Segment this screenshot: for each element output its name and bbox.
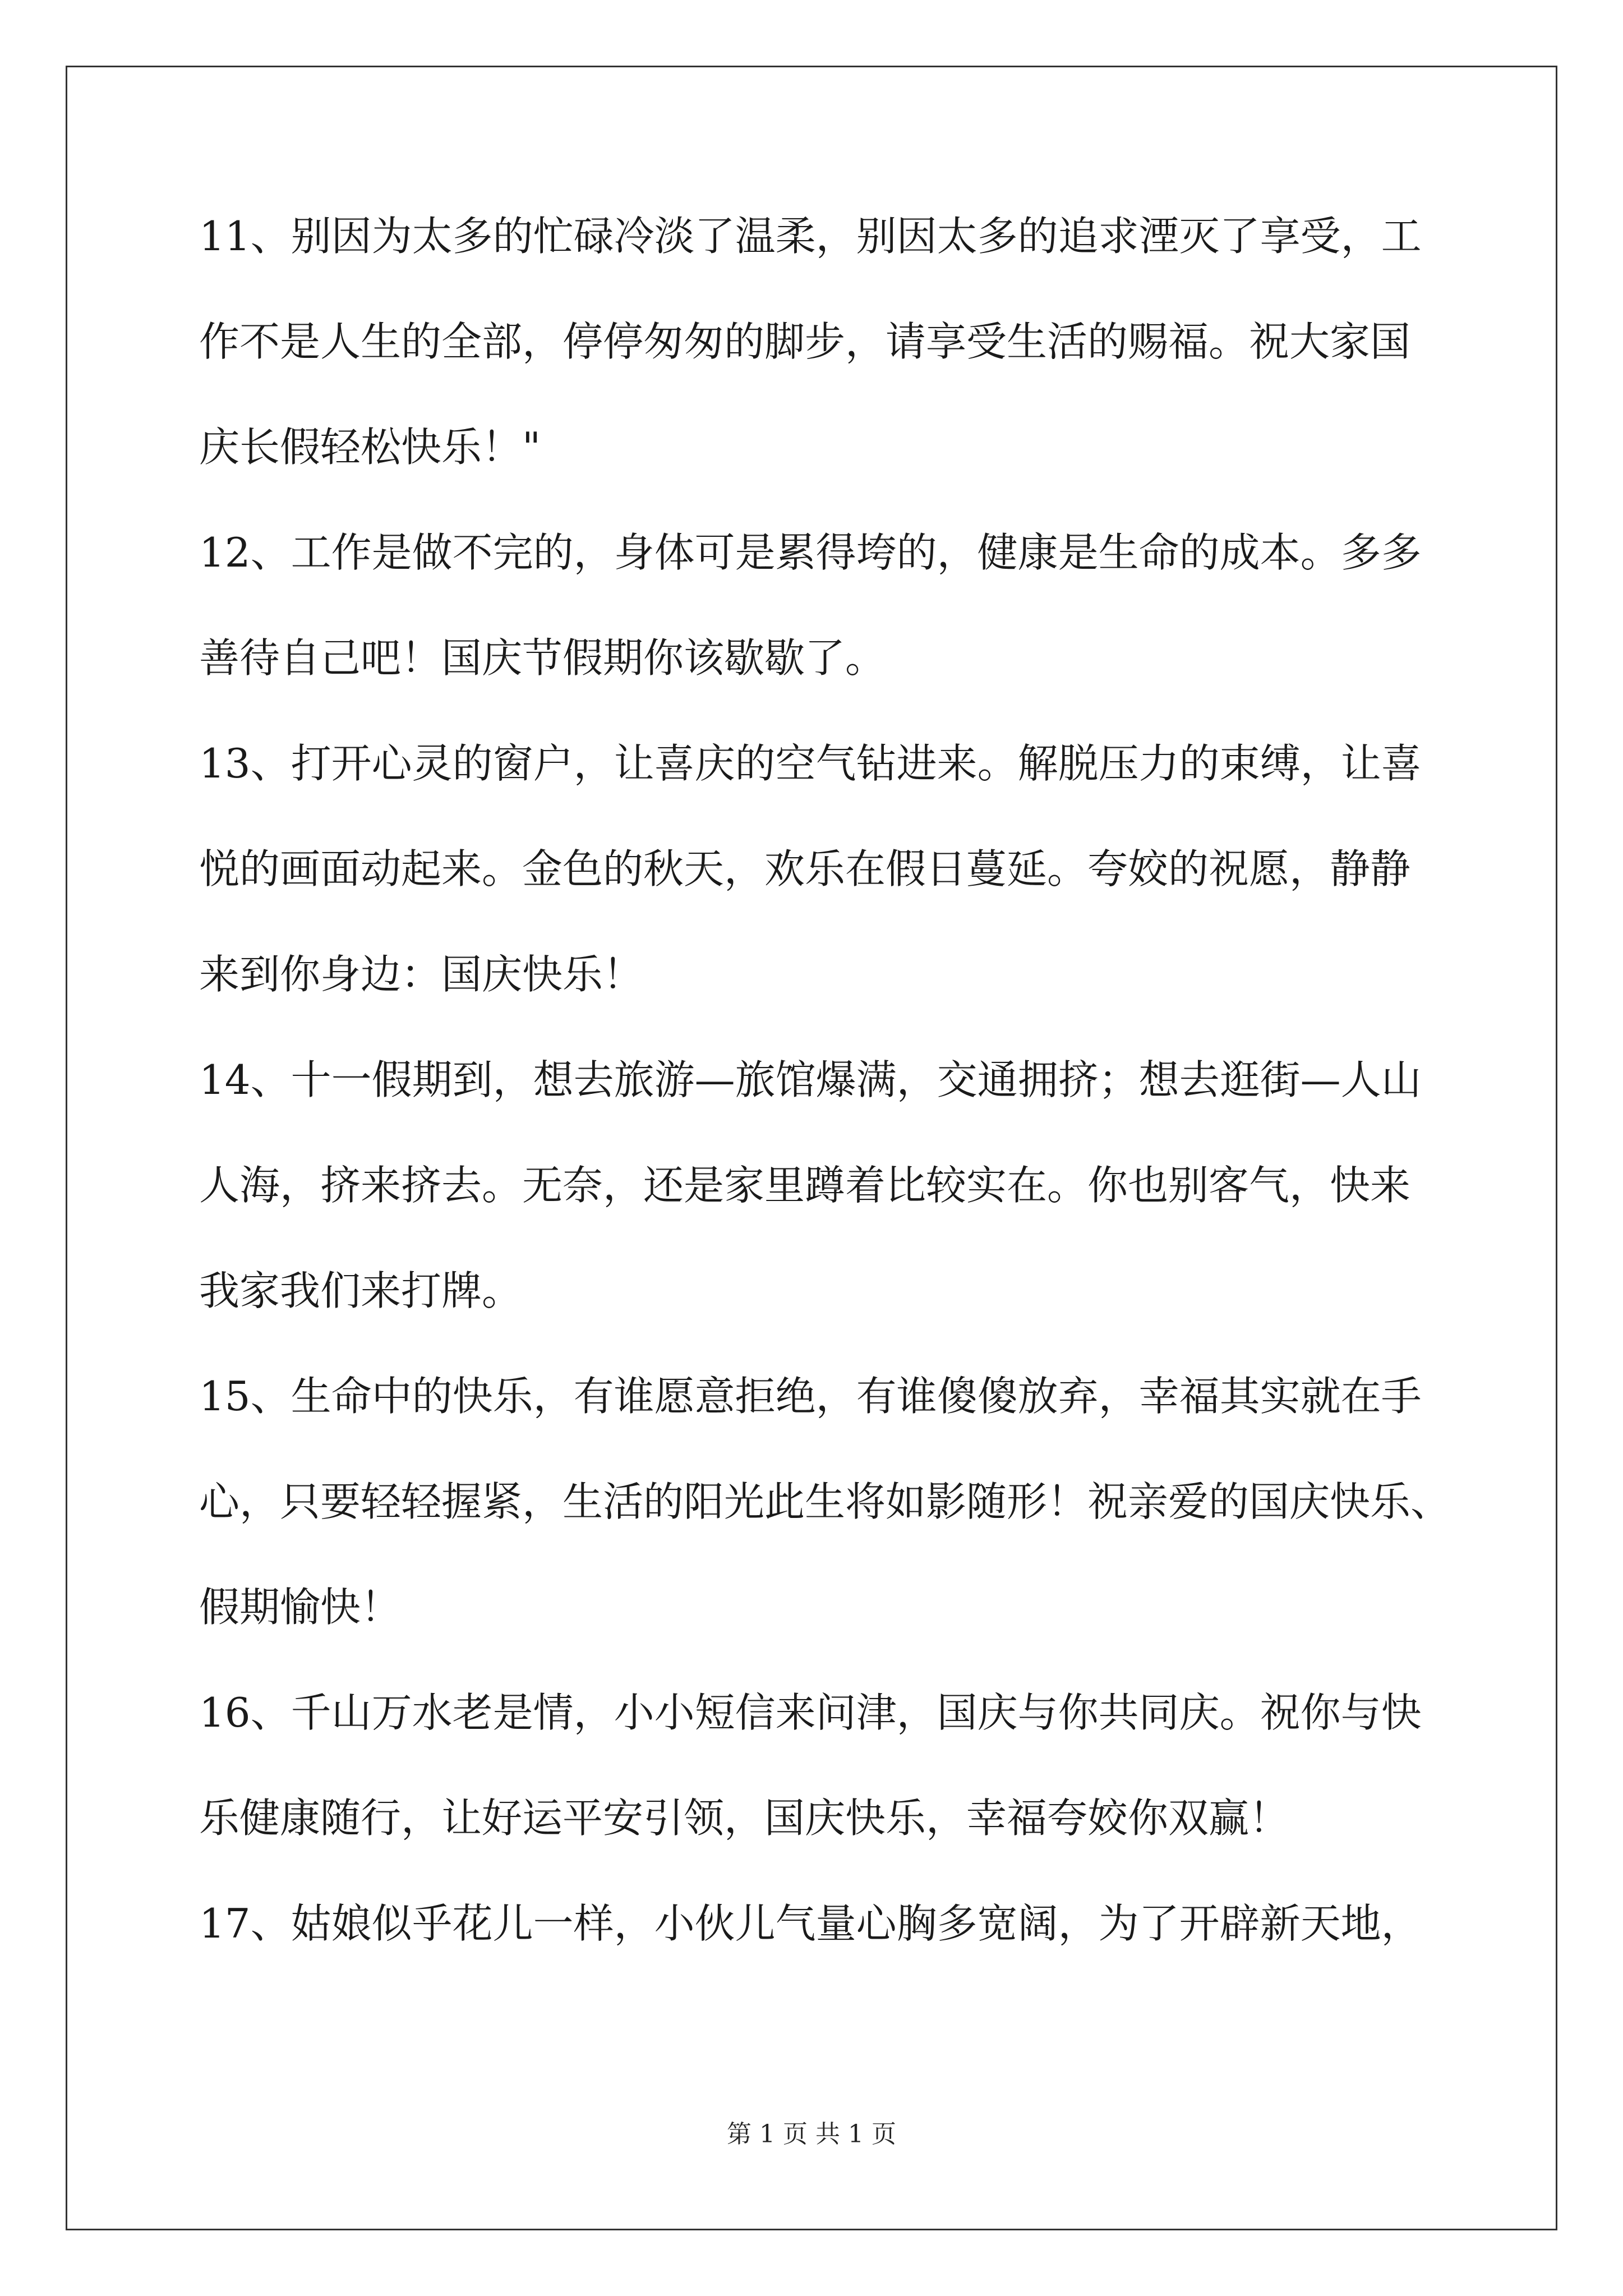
text-line: 14、十一假期到，想去旅游—旅馆爆满，交通拥挤；想去逛街—人山 xyxy=(199,1056,1422,1103)
text-line: 17、姑娘似乎花儿一样，小伙儿气量心胸多宽阔，为了开辟新天地， xyxy=(199,1900,1422,1947)
text-line: 心，只要轻轻握紧，生活的阳光此生将如影随形！祝亲爱的国庆快乐、 xyxy=(199,1478,1451,1525)
text-line: 12、工作是做不完的，身体可是累得垮的，健康是生命的成本。多多 xyxy=(199,529,1422,576)
text-line: 13、打开心灵的窗户，让喜庆的空气钻进来。解脱压力的束缚，让喜 xyxy=(199,740,1422,787)
text-line: 庆长假轻松快乐！" xyxy=(199,424,541,471)
text-line: 乐健康随行，让好运平安引领，国庆快乐，幸福夸姣你双赢！ xyxy=(199,1795,1290,1842)
page-number-footer: 第 1 页 共 1 页 xyxy=(727,2120,896,2148)
text-line: 假期愉快！ xyxy=(199,1584,402,1631)
text-line: 人海，挤来挤去。无奈，还是家里蹲着比较实在。你也别客气，快来 xyxy=(199,1162,1411,1209)
text-line: 我家我们来打牌。 xyxy=(199,1267,523,1314)
text-line: 悦的画面动起来。金色的秋天，欢乐在假日蔓延。夸姣的祝愿，静静 xyxy=(199,845,1411,892)
text-line: 15、生命中的快乐，有谁愿意拒绝，有谁傻傻放弃，幸福其实就在手 xyxy=(199,1373,1422,1420)
text-line: 11、别因为太多的忙碌冷淡了温柔，别因太多的追求湮灭了享受，工 xyxy=(199,213,1422,260)
text-line: 作不是人生的全部，停停匆匆的脚步，请享受生活的赐福。祝大家国 xyxy=(199,318,1411,365)
text-line: 来到你身边：国庆快乐！ xyxy=(199,951,644,998)
text-line: 善待自己吧！国庆节假期你该歇歇了。 xyxy=(199,634,886,682)
text-line: 16、千山万水老是情，小小短信来问津，国庆与你共同庆。祝你与快 xyxy=(199,1689,1422,1736)
